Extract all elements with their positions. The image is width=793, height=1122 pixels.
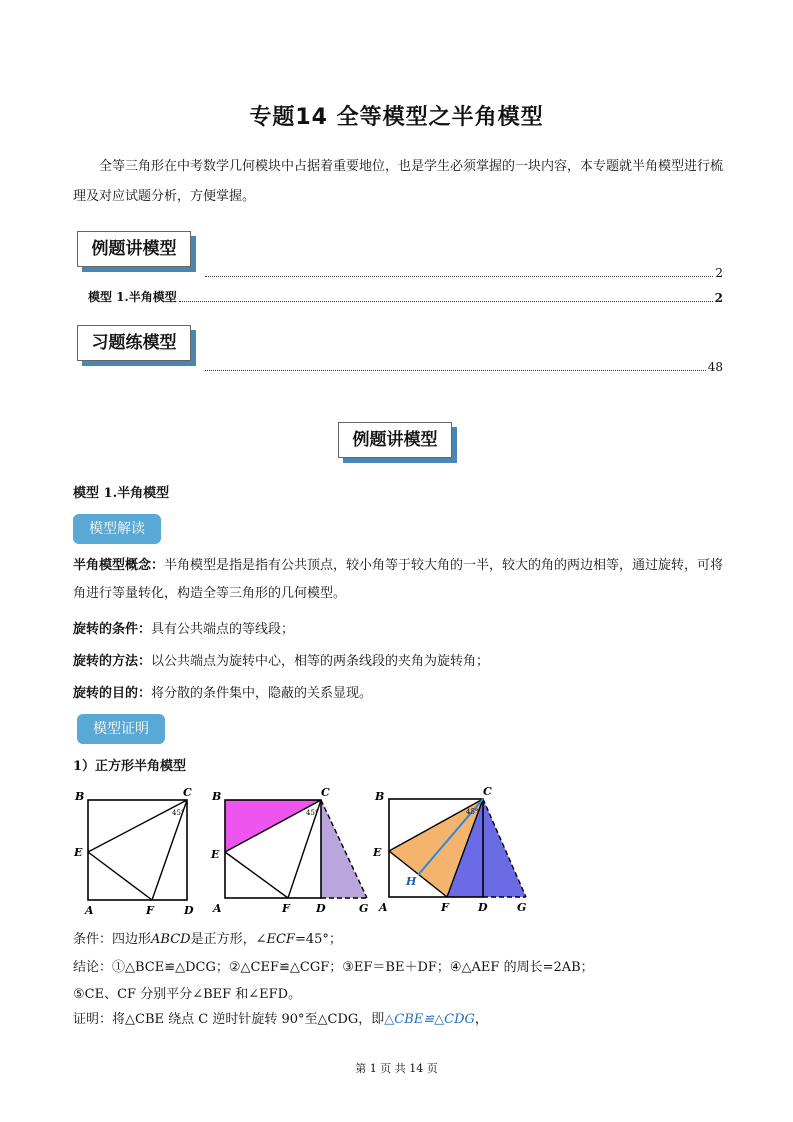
label-g-3: G (517, 901, 527, 914)
angle-45-3: 45° (466, 808, 479, 816)
toc-section1-page: 2 (715, 266, 723, 280)
label-a-3: A (379, 901, 388, 914)
toc-model1-page: 2 (714, 291, 723, 305)
toc-dots (205, 369, 706, 371)
toc-model1-label: 模型 1.半角模型 (88, 290, 177, 304)
pill-model-read: 模型解读 (73, 514, 161, 544)
label-e-3: E (373, 846, 382, 859)
section-heading-label: 例题讲模型 (352, 430, 438, 450)
concept-paragraph (73, 552, 725, 608)
proof-label: 证明： (73, 1012, 113, 1027)
toc-section1-row[interactable] (203, 266, 723, 280)
pill-model-proof: 模型证明 (77, 714, 165, 744)
toc-dots (205, 275, 713, 277)
condition-line (73, 616, 725, 644)
concept-label: 半角模型概念： (73, 558, 165, 573)
condition-label: 旋转的条件： (73, 622, 152, 637)
label-d-2: D (316, 902, 326, 915)
cond-mid: 是正方形，∠ (190, 932, 267, 947)
toc-section2-row[interactable] (203, 360, 723, 374)
label-h-3: H (406, 875, 417, 888)
segment-ef-2 (225, 852, 288, 898)
concept-text: 半角模型是指是指有公共顶点，较小角等于较大角的一半，较大的角的两边相等，通过旋转，可将角进行等量转化，构造全等三角形的几何模型。 (73, 558, 724, 601)
proof-line (73, 1006, 725, 1034)
label-d-3: D (478, 901, 488, 914)
square-model-subheading: 1）正方形半角模型 (73, 759, 187, 774)
figure-3 (372, 785, 526, 914)
purpose-label: 旋转的目的： (73, 686, 152, 701)
page-footer: 第 1 页 共 14 页 (355, 1062, 438, 1075)
label-f-3: F (441, 901, 449, 914)
conclusion-c2: ⑤CE、CF 分别平分∠BEF 和∠EFD。 (73, 987, 302, 1002)
label-e: E (74, 846, 83, 859)
figure-2 (210, 786, 368, 915)
segment-ef (88, 852, 152, 900)
page-title: 专题14 全等模型之半角模型 (249, 105, 544, 130)
purpose-text: 将分散的条件集中，隐蔽的关系显现。 (151, 686, 373, 701)
proof-congruence: △CBE≌△CDG (384, 1012, 475, 1027)
label-g-2: G (359, 902, 369, 915)
label-b: B (75, 790, 85, 803)
label-c-2: C (321, 786, 330, 799)
proof-end: ， (474, 1012, 488, 1027)
toc-model1-row[interactable] (88, 288, 723, 305)
angle-45-2: 45° (306, 809, 319, 817)
toc-section2-page: 48 (707, 360, 723, 374)
method-text: 以公共端点为旋转中心，相等的两条线段的夹角为旋转角； (151, 654, 490, 669)
cond-prefix: 条件：四边形 (73, 932, 152, 947)
method-line (73, 648, 725, 676)
geometry-figures (70, 784, 540, 919)
conclusion-c1: ①△BCE≌△DCG；②△CEF≌△CGF；③EF＝BE＋DF；④△AEF 的周长=2AB； (112, 960, 594, 975)
toc-section1-box[interactable] (77, 231, 191, 267)
purpose-line (73, 680, 725, 708)
cond-ecf: ECF (266, 932, 295, 947)
label-b-3: B (375, 790, 385, 803)
label-a: A (85, 904, 94, 917)
label-d: D (184, 904, 194, 917)
cond-abcd: ABCD (151, 932, 191, 947)
figure-1 (73, 786, 194, 917)
label-c: C (183, 786, 192, 799)
condition-text: 具有公共端点的等线段； (151, 622, 295, 637)
intro-paragraph: 全等三角形在中考数学几何模块中占据着重要地位，也是学生必须掌握的一块内容，本专题就半角模型进行梳理及对应试题分析，方便掌握。 (73, 159, 724, 204)
angle-45: 45° (172, 809, 185, 817)
model-heading: 模型 1.半角模型 (73, 486, 170, 501)
section-heading (338, 422, 452, 458)
label-a-2: A (213, 902, 222, 915)
conclusion-label: 结论： (73, 960, 113, 975)
toc-dots (179, 300, 713, 302)
label-b-2: B (212, 790, 222, 803)
conclusion-line-1 (73, 954, 725, 982)
condition-statement (73, 926, 725, 954)
conclusion-line-2 (73, 981, 725, 1009)
label-c-3: C (483, 785, 492, 798)
label-e-2: E (211, 848, 220, 861)
toc-section2-label: 习题练模型 (91, 333, 177, 353)
proof-text: 将△CBE 绕点 C 逆时针旋转 90°至△CDG，即 (112, 1012, 385, 1027)
cond-suffix: =45°； (294, 932, 342, 947)
toc-section2-box[interactable] (77, 325, 191, 361)
toc-section1-label: 例题讲模型 (91, 239, 177, 259)
label-f: F (146, 904, 154, 917)
label-f-2: F (282, 902, 290, 915)
method-label: 旋转的方法： (73, 654, 152, 669)
